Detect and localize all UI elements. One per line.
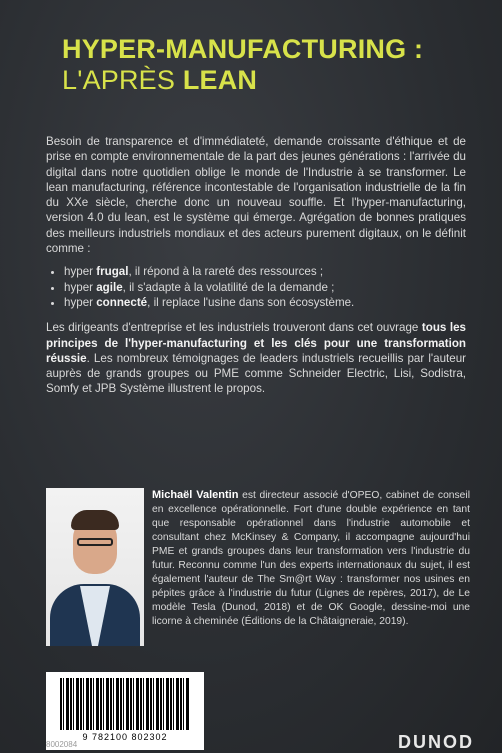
- bullet-pre: hyper: [64, 265, 97, 279]
- bullet-key: frugal: [96, 265, 129, 279]
- bullet-connecte: [64, 295, 466, 310]
- bullet-key: connecté: [96, 295, 148, 309]
- description: [46, 134, 466, 405]
- bullet-post: , il répond à la rareté des ressources ;: [128, 265, 324, 279]
- title-line-2-bold: LEAN: [182, 65, 258, 95]
- barcode: [46, 672, 204, 750]
- bullet-post: , il replace l'usine dans son écosystème.: [147, 295, 355, 309]
- reference-code: 8002084: [46, 740, 78, 749]
- title-line-2-light: L'APRÈS: [62, 65, 183, 95]
- author-name: Michaël Valentin: [152, 489, 239, 501]
- author-photo: [46, 488, 144, 646]
- book-title: [62, 34, 482, 96]
- second-paragraph: [46, 320, 466, 396]
- barcode-number: 9 782100 802302: [82, 732, 168, 742]
- bullet-frugal: [64, 264, 466, 279]
- bullet-list: [46, 264, 466, 310]
- title-line-2: [62, 65, 482, 96]
- author-bio: [152, 488, 470, 629]
- bullet-pre: hyper: [64, 280, 97, 294]
- barcode-bars: [60, 678, 190, 730]
- publisher-logo: DUNOD: [398, 732, 474, 752]
- intro-paragraph: Besoin de transparence et d'immédiateté, demande croissante d'éthique et de prise en compte environnementale de la part des jeunes générations : l'arrivée du digital dans notre quotidien oblige le monde de l'Industrie à se transformer. Le lean manufacturing, référence incontestable de l'organisation industrielle de la fin du XXe siècle, cherche donc un nouveau souffle. Et l'hyper-manufacturing, version 4.0 du lean, est le système qui émerge. Agrégation de bonnes pratiques des meilleurs industriels mondiaux et des acteurs purement digitaux, on le définit comme :: [46, 135, 466, 256]
- para2-pre: Les dirigeants d'entreprise et les industriels trouveront dans cet ouvrage: [46, 321, 422, 335]
- bullet-pre: hyper: [64, 295, 97, 309]
- title-line-1: HYPER-MANUFACTURING :: [62, 34, 424, 64]
- bullet-key: agile: [96, 280, 123, 294]
- para2-post: . Les nombreux témoignages de leaders industriels recueillis par l'auteur auprès de grands groupes ou PME comme Schneider Electric, Lisi, Sodistra, Somfy et JPB Système illustrent le propos.: [46, 351, 466, 396]
- bullet-agile: [64, 280, 466, 295]
- bullet-post: , il s'adapte à la volatilité de la demande ;: [122, 280, 335, 294]
- author-bio-text: est directeur associé d'OPEO, cabinet de conseil en excellence opérationnelle. Fort d'une double expérience en tant que responsable opérationnel dans l'industrie automobile et consultant chez McKinsey & Company, il accompagne aujourd'hui PME et grands groupes dans leur transformation vers l'industrie du futur. Reconnu comme l'un des experts internationaux du sujet, il est également l'auteur de The Sm@rt Way : transformer nos usines en pépites grâce à l'industrie du futur (Lignes de repères, 2017), de Le modèle Tesla (Dunod, 2018) et de OK Google, dessine-moi une licorne à cheminée (Éditions de la Châtaigneraie, 2019).: [152, 490, 470, 627]
- para2-bold: tous les principes de l'hyper-manufacturing et les clés pour une transformation réussie: [46, 321, 466, 365]
